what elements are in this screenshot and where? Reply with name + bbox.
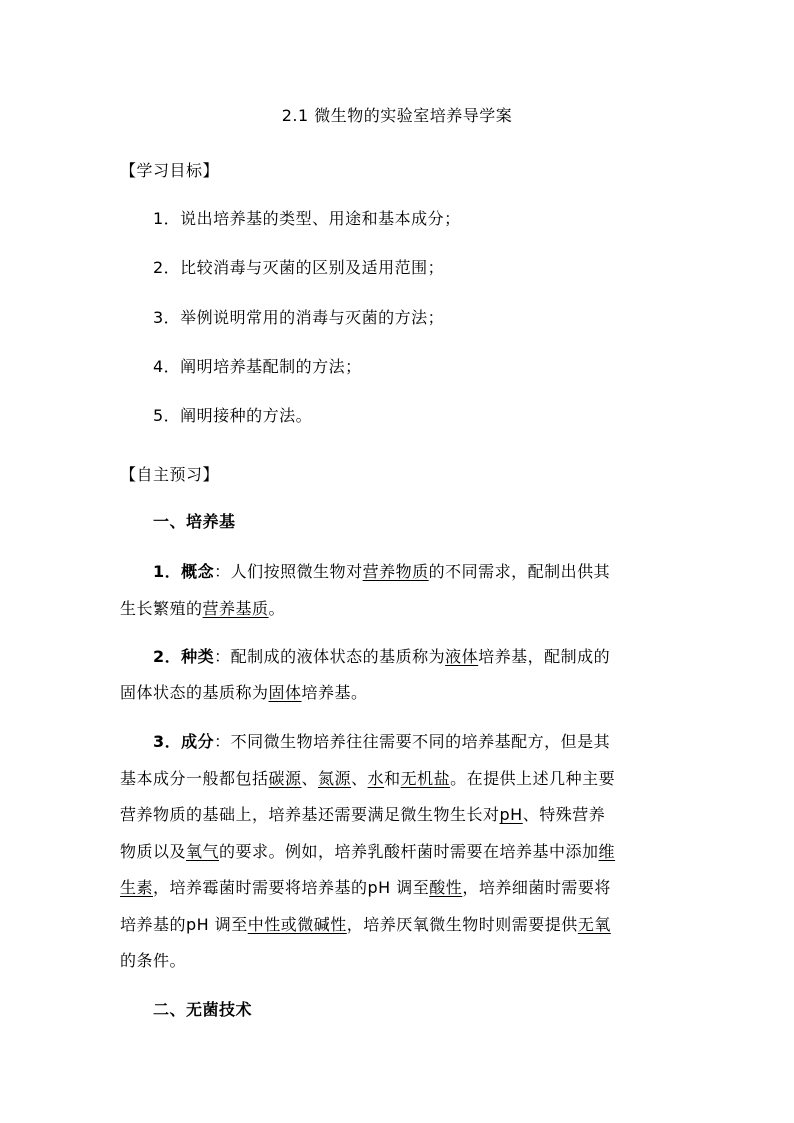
page-title: 2.1 微生物的实验室培养导学案 [281,106,513,125]
answer-underline: 酸性 [429,878,463,897]
paragraph-composition-line-4: 物质以及氧气的要求。例如，培养乳酸杆菌时需要在培养基中添加维 [120,842,616,861]
answer-underline: 碳源 [268,769,302,788]
answer-underline: 营养物质 [362,562,429,581]
paragraph-composition-line-3: 营养物质的基础上，培养基还需要满足微生物生长对pH、特殊营养 [120,805,606,824]
subheading-culture-medium: 一、培养基 [153,512,236,531]
answer-underline: 氧气 [186,842,220,861]
concept-label: 1．概念 [153,562,215,581]
paragraph-composition-line-6: 培养基的pH 调至中性或微碱性，培养厌氧微生物时则需要提供无氧 [120,915,611,934]
answer-underline: 无氧 [577,915,611,934]
answer-underline: pH [499,805,523,824]
paragraph-concept-line-1: 1．概念：人们按照微生物对营养物质的不同需求，配制出供其 [153,562,611,581]
goal-item-3: 3．举例说明常用的消毒与灭菌的方法； [153,308,445,327]
composition-label: 3．成分 [153,732,215,751]
paragraph-composition-line-5: 生素，培养霉菌时需要将培养基的pH 调至酸性，培养细菌时需要将 [120,878,611,897]
answer-underline: 营养基质 [202,599,269,618]
paragraph-composition-line-2: 基本成分一般都包括碳源、氮源、水和无机盐。在提供上述几种主要 [120,769,616,788]
answer-underline: 水 [367,769,385,788]
answer-underline: 维 [598,842,616,861]
answer-underline: 中性或微碱性 [247,915,347,934]
answer-underline: 氮源 [318,769,352,788]
types-label: 2．种类 [153,647,215,666]
goal-item-2: 2．比较消毒与灭菌的区别及适用范围； [153,258,445,277]
answer-underline: 生素 [120,878,154,897]
goal-item-1: 1．说出培养基的类型、用途和基本成分； [153,209,461,228]
answer-underline: 固体 [268,683,302,702]
paragraph-types-line-2: 固体状态的基质称为固体培养基。 [120,683,368,702]
goal-item-4: 4．阐明培养基配制的方法； [153,357,362,376]
section-heading-learning-goals: 【学习目标】 [120,161,220,180]
answer-underline: 无机盐 [400,769,451,788]
paragraph-types-line-1: 2．种类：配制成的液体状态的基质称为液体培养基，配制成的 [153,647,611,666]
paragraph-composition-line-7: 的条件。 [120,951,187,970]
paragraph-composition-line-1: 3．成分：不同微生物培养往往需要不同的培养基配方，但是其 [153,732,611,751]
paragraph-concept-line-2: 生长繁殖的营养基质。 [120,599,286,618]
answer-underline: 液体 [445,647,479,666]
section-heading-self-study: 【自主预习】 [120,465,220,484]
goal-item-5: 5．阐明接种的方法。 [153,406,313,425]
subheading-aseptic-technique: 二、无菌技术 [153,1000,253,1019]
